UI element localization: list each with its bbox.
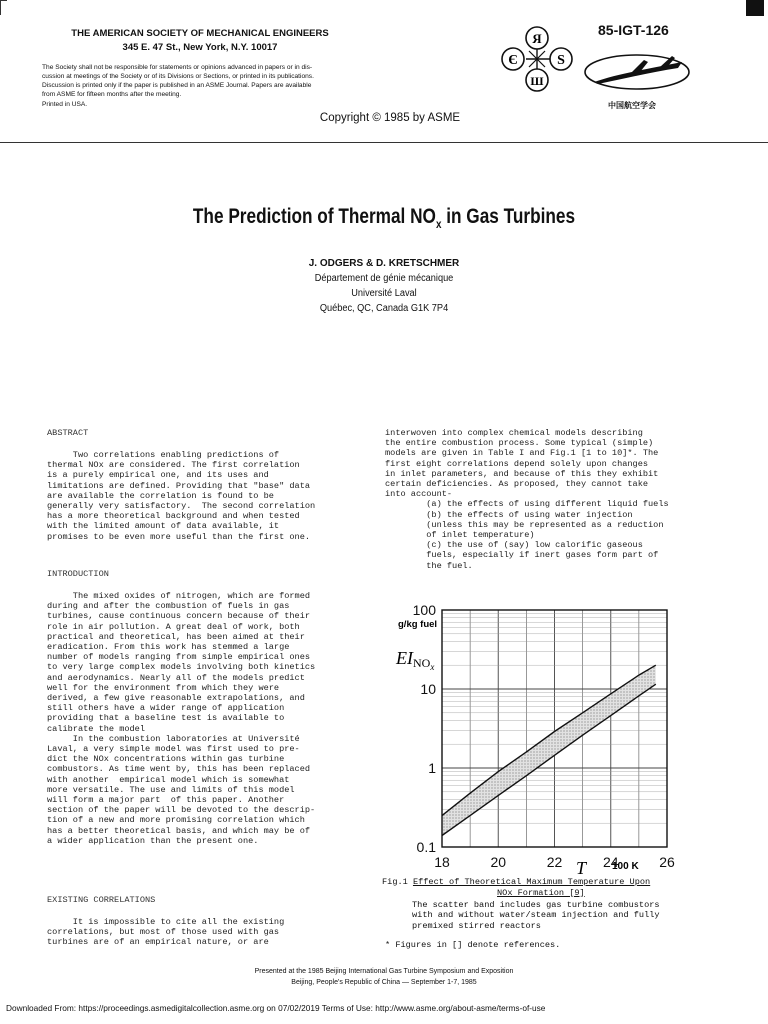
reference-footnote: * Figures in [] denote references. — [385, 940, 561, 950]
existing-correlations-heading: EXISTING CORRELATIONS — [47, 895, 156, 905]
society-logo-icon — [496, 24, 578, 98]
copyright: Copyright © 1985 by ASME — [319, 112, 461, 124]
abstract-heading: ABSTRACT — [47, 428, 89, 438]
affiliation-university: Université Laval — [351, 288, 417, 299]
paper-number: 85-IGT-126 — [598, 22, 669, 38]
introduction-heading: INTRODUCTION — [47, 569, 109, 579]
logo-letter: Я — [532, 31, 542, 46]
org-name: THE AMERICAN SOCIETY OF MECHANICAL ENGINEERS — [71, 28, 329, 39]
x-axis-symbol: T — [576, 858, 587, 876]
logo-letter: Ш — [530, 74, 544, 88]
header-divider — [0, 142, 768, 143]
logo-letter: Є — [508, 53, 518, 68]
y-tick-label: 100 — [412, 602, 436, 618]
y-axis-subscript: NO — [413, 656, 431, 670]
figure-caption — [382, 877, 650, 887]
introduction-text: The mixed oxides of nitrogen, which are formed during and after the combustion of fuels in gas turbines, cause continuous concern because of their role in air pollution. A great deal of work, both practical and theoretical, has been aimed at their eradication. From this work has stemmed a large number of models ranging from simple empirical ones to very large complex models involving both kinetics and aerodynamics. Nearly all of the models predict well for the environment from which they were derived, a few give reasonable extrapolations, and still others have a wider range of application providing that a baseline test is available to calibrate the model In the combustion laboratories at Université Laval, a very simple model was first used to pre- dict the NOx concentrations within gas turbine combustors. As time went by, this has been replaced with another empirical model which is somewhat more versatile. The use and limits of this model will form a major part of this paper. Another section of the paper will be devoted to the descrip- tion of a new and more promising correlation which has a better theoretical basis, and which may be of a wider application than the present one. — [47, 591, 316, 846]
x-tick-label: 24 — [602, 854, 619, 870]
title-subscript: x — [435, 217, 442, 232]
y-tick-label: 0.1 — [416, 839, 436, 855]
chinese-society-name: 中国航空学会 — [608, 101, 656, 110]
y-tick-label: 1 — [428, 760, 436, 776]
y-axis-unit: g/kg fuel — [398, 619, 438, 630]
x-tick-label: 18 — [434, 854, 450, 870]
affiliation-department: Département de génie mécanique — [314, 273, 454, 284]
org-address: 345 E. 47 St., New York, N.Y. 10017 — [122, 42, 278, 53]
y-axis-symbol — [395, 648, 434, 672]
title-main: The Prediction of Thermal NO — [192, 205, 436, 228]
x-axis-unit: 100 K — [612, 861, 639, 872]
caption-line-2: NOx Formation [9] — [497, 888, 585, 898]
y-axis-symbol-text: EI — [396, 648, 413, 668]
authors: J. ODGERS & D. KRETSCHMER — [308, 258, 460, 269]
disclaimer-line: from ASME for fifteen months after the meeting. — [42, 91, 182, 98]
scatter-band — [442, 665, 656, 835]
page-edge-mark — [0, 0, 7, 15]
presented-at: Presented at the 1985 Beijing International Gas Turbine Symposium and Exposition — [254, 968, 514, 975]
disclaimer — [42, 63, 402, 99]
scan-corner-mark — [746, 0, 764, 16]
x-tick-label: 22 — [546, 854, 563, 870]
title-suffix: in Gas Turbines — [441, 205, 576, 228]
abstract-text: Two correlations enabling predictions of thermal NOx are considered. The first correlation is a purely empirical one, and its uses and limitations are defined. Providing that "base" data are available the correlation is found to be generally very satisfactory. The second correlation has a more theoretical background and when tested with the limited amount of data available, it promises to be even more useful than the first one. — [47, 450, 316, 542]
disclaimer-line: cussion at meetings of the Society or of its Divisions or Sections, or printed in its publications. — [42, 73, 314, 80]
disclaimer-line: The Society shall not be responsible for statements or opinions advanced in papers or in dis- — [42, 64, 313, 71]
nox-temperature-chart — [380, 592, 700, 876]
paper-title — [69, 205, 699, 231]
existing-correlations-text: It is impossible to cite all the existing correlations, but most of those used with gas turbines are of an empirical nature, or are — [47, 917, 285, 948]
y-tick-label: 10 — [420, 681, 436, 697]
right-column-text: interwoven into complex chemical models describing the entire combustion process. Some typical (simple) models are given in Table I and Fig.1 [1 to 10]*. The first eight correlations depend solely upon changes in inlet parameters, and because of this they exhibit certain deficiencies. As proposed, they cannot take into account- (a) the effects of using different liquid fuels (b) the effects of using water injection (unless this may be represented as a reduction of inlet temperature) (c) the use of (say) low calorific gaseous fuels, especially if inert gases form part of the fuel. — [385, 428, 669, 571]
y-axis-subsubscript: x — [430, 662, 435, 672]
caption-prefix: Fig.1 — [382, 877, 413, 887]
lower-bound-line — [442, 684, 656, 835]
disclaimer-line: Discussion is printed only if the paper is published in an ASME Journal. Papers are available — [42, 82, 312, 89]
x-tick-label: 20 — [490, 854, 507, 870]
x-tick-label: 26 — [659, 854, 675, 870]
figure-description: The scatter band includes gas turbine combustors with and without water/steam injection and fully premixed stirred reactors — [412, 900, 660, 931]
aircraft-logo-icon — [582, 52, 692, 98]
download-notice: Downloaded From: https://proceedings.asmedigitalcollection.asme.org on 07/02/2019 Terms of Use: http://www.asme.org/about-asme/terms-of-use — [6, 1003, 546, 1013]
venue: Beijing, People's Republic of China — September 1-7, 1985 — [291, 979, 477, 986]
printed-in: Printed in USA. — [42, 101, 88, 108]
affiliation-address: Québec, QC, Canada G1K 7P4 — [319, 303, 449, 314]
logo-letter: S — [557, 53, 565, 68]
caption-line-1: Effect of Theoretical Maximum Temperature Upon — [412, 877, 651, 887]
